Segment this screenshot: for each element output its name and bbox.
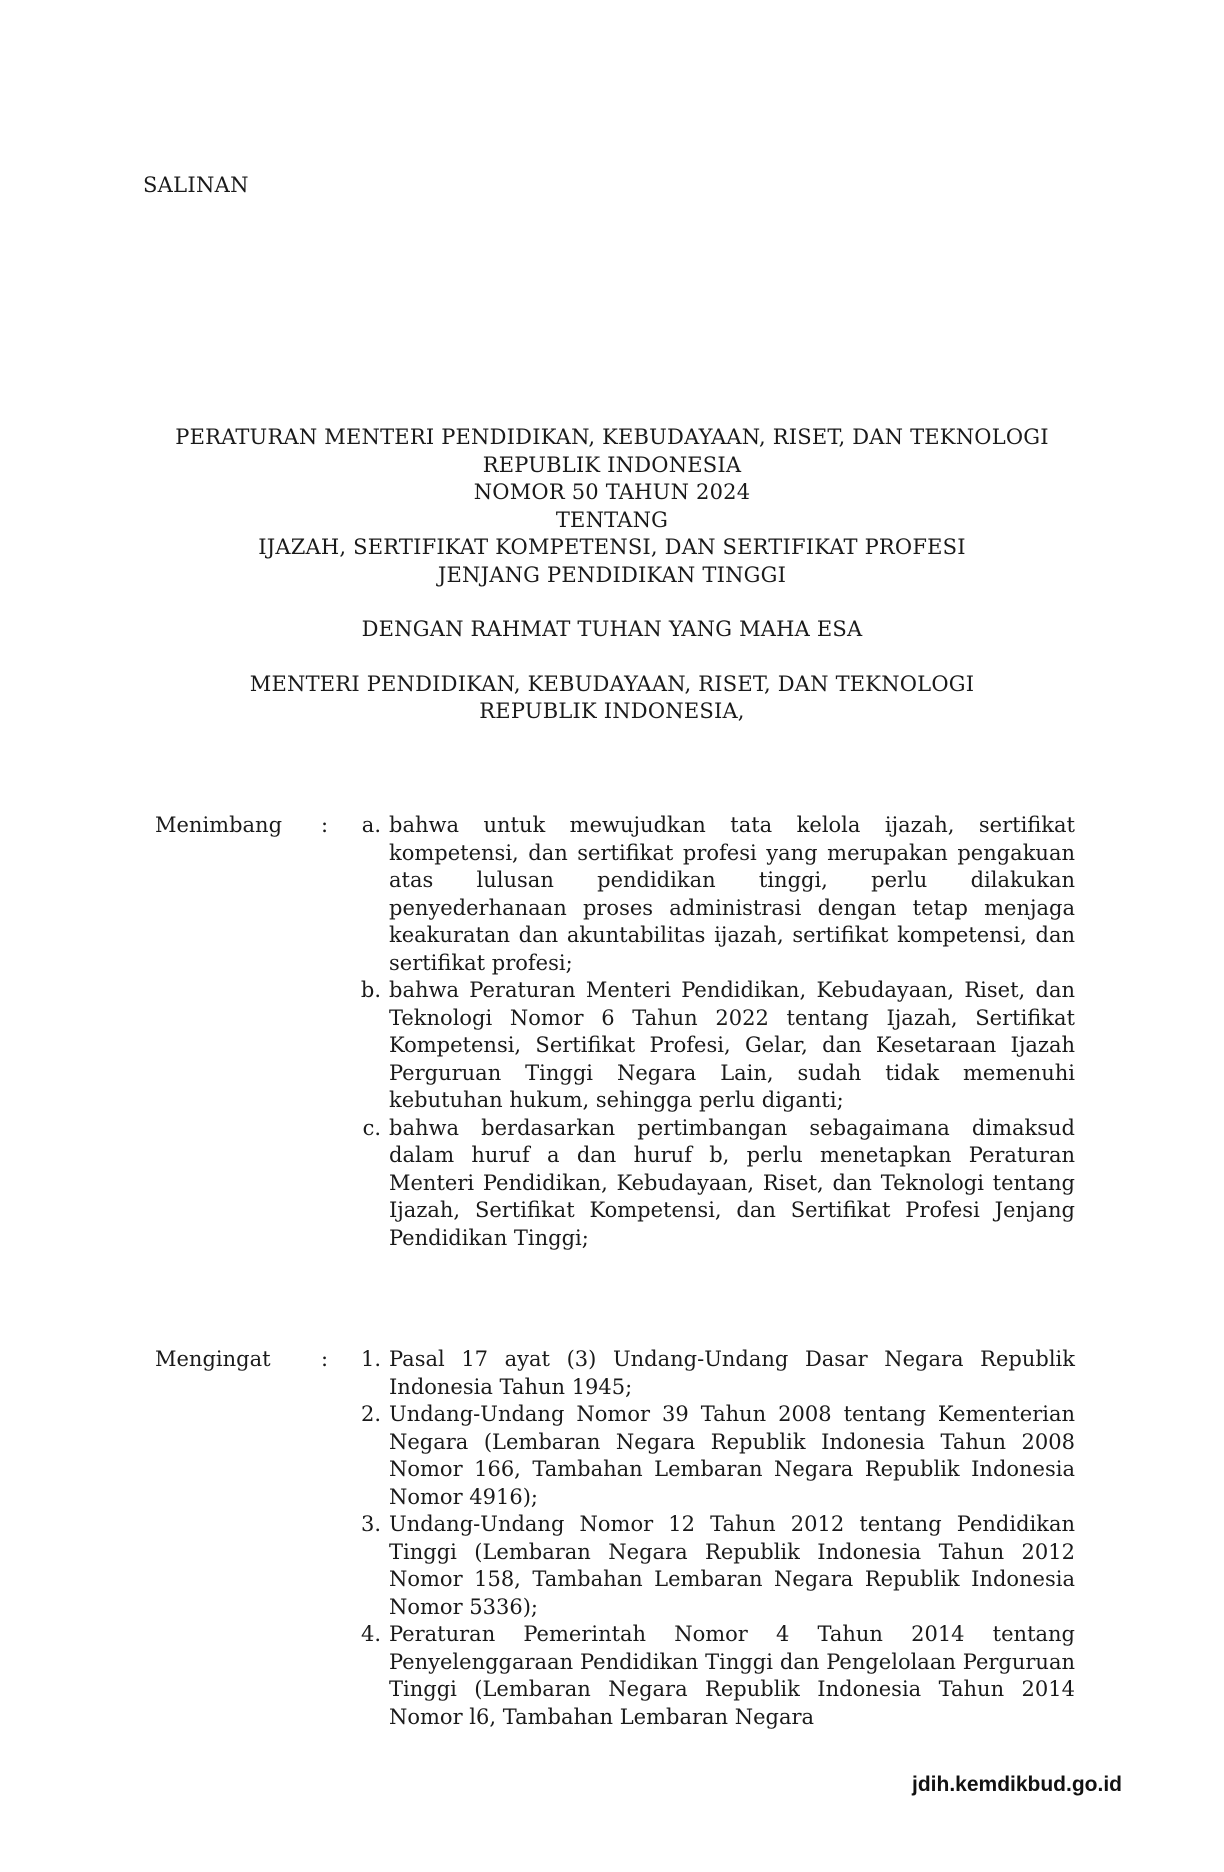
title-line: IJAZAH, SERTIFIKAT KOMPETENSI, DAN SERTIFIKAT PROFESI: [258, 535, 966, 559]
list-item: [353, 812, 1075, 977]
authority-line: MENTERI PENDIDIKAN, KEBUDAYAAN, RISET, DAN TEKNOLOGI: [249, 671, 975, 696]
item-marker: 4.: [360, 1622, 381, 1646]
salinan-stamp: SALINAN: [143, 173, 249, 197]
menimbang-list: [353, 812, 1075, 1252]
spacer: [0, 589, 1224, 616]
list-item: [353, 1511, 1075, 1621]
item-text: Pasal 17 ayat (3) Undang-Undang Dasar Negara Republik Indonesia Tahun 1945;: [389, 1347, 1075, 1399]
mengingat-label: Mengingat: [155, 1347, 271, 1371]
mengingat-list: [353, 1346, 1075, 1731]
source-link[interactable]: jdih.kemdikbud.go.id: [912, 1773, 1122, 1796]
list-item: [353, 1115, 1075, 1253]
item-text: bahwa berdasarkan pertimbangan sebagaimana dimaksud dalam huruf a dan huruf b, perlu menetapkan Peraturan Menteri Pendidikan, Kebudayaan, Riset, dan Teknologi tentang Ijazah, Sertifikat Kompetensi, dan Sertifikat Profesi Jenjang Pendidikan Tinggi;: [389, 1115, 1075, 1250]
spacer: [0, 644, 1224, 671]
item-marker: 2.: [360, 1402, 381, 1426]
colon: :: [321, 1347, 329, 1371]
invocation: DENGAN RAHMAT TUHAN YANG MAHA ESA: [361, 617, 863, 641]
list-item: [353, 1621, 1075, 1731]
item-marker: 1.: [360, 1347, 381, 1371]
list-item: [353, 1346, 1075, 1401]
colon: :: [321, 813, 329, 837]
item-marker: c.: [362, 1115, 381, 1140]
mengingat-section: [155, 1346, 1075, 1731]
item-text: Undang-Undang Nomor 12 Tahun 2012 tentang Pendidikan Tinggi (Lembaran Negara Republik Indonesia Tahun 2012 Nomor 158, Tambahan Lembaran Negara Republik Indonesia Nomor 5336);: [389, 1512, 1075, 1619]
item-text: bahwa Peraturan Menteri Pendidikan, Kebudayaan, Riset, dan Teknologi Nomor 6 Tahun 2022 tentang Ijazah, Sertifikat Kompetensi, Sertifikat Profesi, Gelar, dan Kesetaraan Ijazah Perguruan Tinggi Negara Lain, sudah tidak memenuhi kebutuhan hukum, sehingga perlu diganti;: [389, 978, 1075, 1112]
authority-line: REPUBLIK INDONESIA,: [479, 699, 745, 723]
title-line: TENTANG: [555, 507, 669, 532]
list-item: [353, 977, 1075, 1115]
title-line: NOMOR 50 TAHUN 2024: [473, 480, 751, 504]
title-line: JENJANG PENDIDIKAN TINGGI: [437, 562, 787, 587]
title-line: PERATURAN MENTERI PENDIDIKAN, KEBUDAYAAN, RISET, DAN TEKNOLOGI: [175, 425, 1049, 449]
list-item: [353, 1401, 1075, 1511]
item-text: Undang-Undang Nomor 39 Tahun 2008 tentang Kementerian Negara (Lembaran Negara Republik Indonesia Tahun 2008 Nomor 166, Tambahan Lembaran Negara Republik Indonesia Nomor 4916);: [389, 1402, 1075, 1509]
regulation-heading: [0, 424, 1224, 726]
item-marker: b.: [360, 978, 381, 1002]
menimbang-label: Menimbang: [155, 813, 283, 837]
menimbang-section: [155, 812, 1075, 1252]
title-line: REPUBLIK INDONESIA: [482, 452, 742, 477]
item-text: bahwa untuk mewujudkan tata kelola ijazah, sertifikat kompetensi, dan sertifikat profesi yang merupakan pengakuan atas lulusan pendidikan tinggi, perlu dilakukan penyederhanaan proses administrasi dengan tetap menjaga keakuratan dan akuntabilitas ijazah, sertifikat kompetensi, dan sertifikat profesi;: [389, 813, 1075, 975]
item-marker: 3.: [360, 1512, 381, 1536]
item-text: Peraturan Pemerintah Nomor 4 Tahun 2014 tentang Penyelenggaraan Pendidikan Tinggi dan Pengelolaan Perguruan Tinggi (Lembaran Negara Republik Indonesia Tahun 2014 Nomor l6, Tambahan Lembaran Negara: [389, 1622, 1075, 1729]
item-marker: a.: [361, 813, 381, 837]
